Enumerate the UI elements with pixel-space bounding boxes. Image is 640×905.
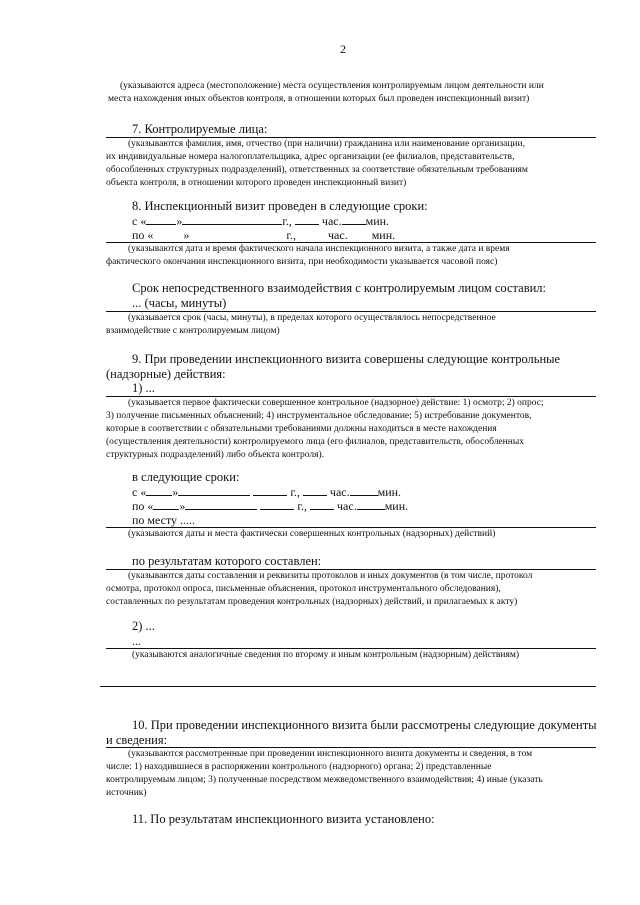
item-to-year-suffix: г.,: [297, 499, 307, 513]
address-note-line-1: (указываются адреса (местоположение) места осуществления контролируемым лицом деятельности или: [120, 81, 544, 91]
section-10-note-3: контролируемым лицом; 3) полученные посредством межведомственного взаимодействия; 4) иные (указать: [106, 775, 543, 785]
section-10-heading-1: 10. При проведении инспекционного визита были рассмотрены следующие документы: [132, 718, 597, 732]
to-hours-label: час.: [328, 228, 348, 242]
item-from-prefix: с «: [132, 485, 147, 499]
from-quote-close: »: [176, 214, 183, 228]
section-8-to-row: [132, 228, 395, 243]
item-1-note-3: которые в соответствии с обязательными требованиями должны находиться в месте нахождения: [106, 424, 497, 434]
from-hours-field[interactable]: [295, 214, 319, 225]
from-prefix: с «: [132, 214, 147, 228]
section-8-note-2: фактического окончания инспекционного визита, при необходимости указывается часовой пояс): [106, 257, 498, 267]
section-9-from-row: [132, 485, 401, 500]
item-1-note-1: (указывается первое фактически совершенное контрольное (надзорное) действие: 1) осмотр; 2) опрос;: [128, 398, 544, 408]
duration-heading: Срок непосредственного взаимодействия с контролируемым лицом составил:: [132, 281, 547, 295]
from-year-suffix: г.,: [282, 214, 292, 228]
to-minutes-label: мин.: [371, 228, 396, 242]
item-to-prefix: по «: [132, 499, 154, 513]
blank-rule: [100, 686, 596, 687]
section-10-note-2: числе: 1) находившиеся в распоряжении контрольного (надзорного) органа; 2) представленные: [106, 762, 492, 772]
place-note: (указываются даты и места фактически совершенных контрольных (надзорных) действий): [128, 529, 496, 539]
result-note-1: (указываются даты составления и реквизиты протоколов и иных документов (в том числе, протокол: [128, 571, 533, 581]
item-from-hours-label: час.: [329, 485, 350, 499]
item-to-minutes-field[interactable]: [357, 499, 385, 510]
duration-value: ... (часы, минуты): [132, 296, 227, 310]
item-from-year-field[interactable]: [253, 485, 287, 496]
section-9-to-row: [132, 499, 408, 514]
section-7-note-4: объекта контроля, в отношении которого проведен инспекционный визит): [106, 178, 407, 188]
section-8-heading: 8. Инспекционный визит проведен в следующие сроки:: [132, 199, 428, 213]
item-from-hours-field[interactable]: [303, 485, 327, 496]
result-label: по результатам которого составлен:: [132, 554, 322, 568]
item-to-day-field[interactable]: [153, 499, 179, 510]
section-7-note-3: обособленных структурных подразделений), ответственных за соответствие обязательным требованиям: [106, 165, 528, 175]
item-from-year-suffix: г.,: [290, 485, 300, 499]
duration-note-2: взаимодействие с контролируемым лицом): [106, 326, 280, 336]
section-11-heading: 11. По результатам инспекционного визита установлено:: [132, 812, 435, 826]
item-1-note-2: 3) получение письменных объяснений; 4) инструментальное обследование; 5) истребование документов,: [106, 411, 532, 421]
from-month-field[interactable]: [182, 214, 282, 225]
from-hours-label: час.: [321, 214, 342, 228]
section-8-note-1: (указываются дата и время фактического начала инспекционного визита, а также дата и время: [128, 244, 510, 254]
item-1-note-5: структурных подразделений) либо объекта контроля).: [106, 450, 325, 460]
section-10-note-1: (указываются рассмотренные при проведении инспекционного визита документы и сведения, в том: [128, 749, 533, 759]
item-to-hours-label: час.: [337, 499, 357, 513]
result-note-2: осмотра, протокол опроса, письменные объяснения, протокол инструментального обследования),: [106, 584, 501, 594]
from-minutes-field[interactable]: [342, 214, 366, 225]
to-quote-close: »: [183, 228, 190, 242]
address-note-line-2: места нахождения иных объектов контроля, в отношении которых был проведен инспекционный визит): [108, 94, 530, 104]
section-7-note-2: их индивидуальные номера налогоплательщика, адрес организации (ее филиалов, представительств,: [106, 152, 515, 162]
terms-label: в следующие сроки:: [132, 470, 240, 484]
item-from-month-field[interactable]: [178, 485, 250, 496]
section-8-from-row: [132, 214, 389, 229]
item-1-note-4: (осуществления деятельности) контролируемого лица (его филиалов, представительств, обособленных: [106, 437, 524, 447]
section-10-note-4: источник): [106, 788, 147, 798]
item-from-minutes-label: мин.: [377, 485, 402, 499]
item-to-year-field[interactable]: [260, 499, 294, 510]
item-to-quote-close: »: [179, 499, 186, 513]
to-prefix: по «: [132, 228, 154, 242]
section-9-heading-2: (надзорные) действия:: [106, 367, 226, 381]
item-from-day-field[interactable]: [146, 485, 172, 496]
item-to-minutes-label: мин.: [384, 499, 409, 513]
duration-note-1: (указывается срок (часы, минуты), в пределах которого осуществлялось непосредственное: [128, 313, 496, 323]
section-10-heading-2: и сведения:: [106, 733, 168, 747]
place-label: по месту .....: [132, 513, 196, 527]
item-to-month-field[interactable]: [185, 499, 257, 510]
page-number: 2: [340, 42, 346, 56]
item-1-label: 1) ...: [132, 381, 155, 395]
result-note-3: составленных по результатам проведения контрольных (надзорных) действий, и прилагаемых к акту): [106, 597, 518, 607]
section-9-heading-1: 9. При проведении инспекционного визита совершены следующие контрольные: [132, 352, 561, 366]
from-day-field[interactable]: [146, 214, 176, 225]
from-minutes-label: мин.: [365, 214, 390, 228]
item-from-quote-close: »: [172, 485, 179, 499]
section-7-note-1: (указываются фамилия, имя, отчество (при наличии) гражданина или наименование организации,: [128, 139, 525, 149]
to-year-suffix: г.,: [286, 228, 296, 242]
item-to-hours-field[interactable]: [310, 499, 334, 510]
section-7-heading: 7. Контролируемые лица:: [132, 122, 268, 136]
item-2-note: (указываются аналогичные сведения по второму и иным контрольным (надзорным) действиям): [132, 650, 519, 660]
item-2-dots: ...: [132, 634, 141, 648]
item-2-label: 2) ...: [132, 619, 155, 633]
item-from-minutes-field[interactable]: [350, 485, 378, 496]
